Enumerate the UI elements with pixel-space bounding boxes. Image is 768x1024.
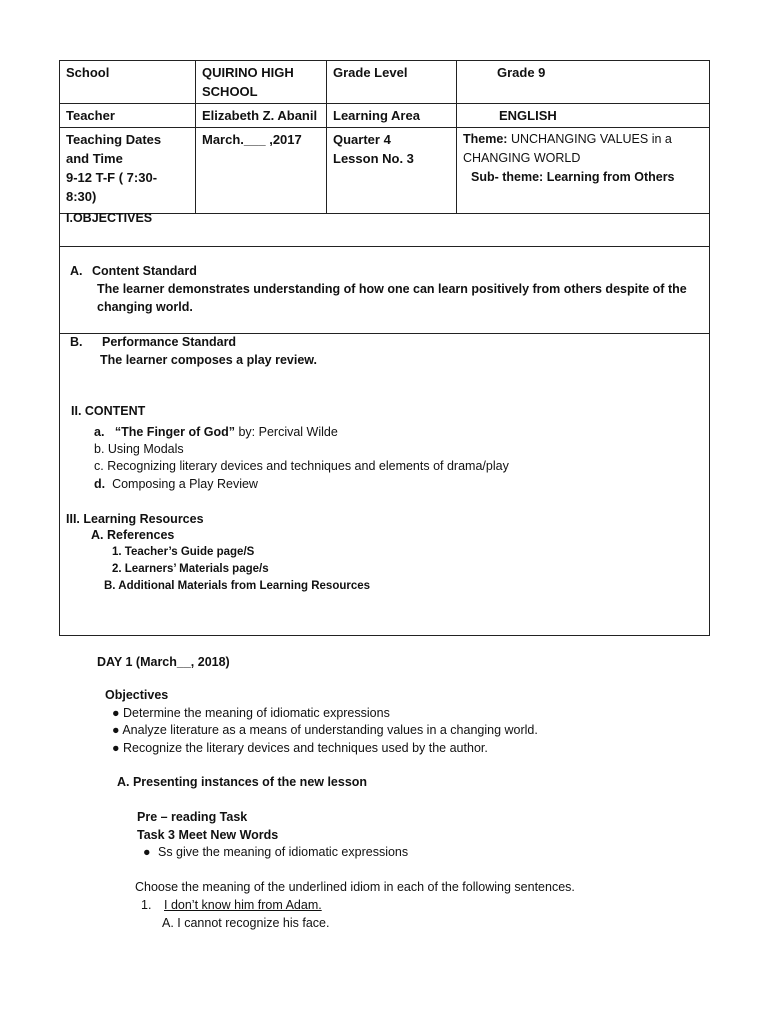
theme-value: UNCHANGING VALUES in a: [510, 132, 672, 146]
day-title: DAY 1 (March__, 2018): [97, 655, 230, 669]
theme-label: Theme:: [463, 132, 508, 146]
performance-standard-title: Performance Standard: [102, 335, 237, 349]
idiom-instruction: Choose the meaning of the underlined idiom in each of the following sentences.: [135, 880, 575, 894]
school-value-line2: SCHOOL: [202, 84, 258, 99]
header-row-dates: [60, 128, 710, 214]
teacher-value: Elizabeth Z. Abanil: [196, 104, 327, 128]
reference-learners-materials: 2. Learners’ Materials page/s: [112, 563, 269, 575]
content-item-d-text: Composing a Play Review: [112, 477, 258, 491]
content-item-a-title: “The Finger of God”: [114, 425, 235, 439]
grade-value-cell: [457, 61, 710, 104]
header-row-school: [60, 61, 710, 104]
resources-additional: B. Additional Materials from Learning Resources: [104, 580, 371, 592]
resources-references: A. References: [91, 528, 175, 542]
day-objective-3: ● Recognize the literary devices and techniques used by the author.: [112, 741, 488, 755]
section-a-heading: A. Presenting instances of the new lesson: [117, 775, 368, 789]
school-value-line1: QUIRINO HIGH: [202, 65, 294, 80]
header-row-teacher: [60, 104, 710, 128]
theme-line1: [463, 130, 703, 149]
pre-reading-task: Pre – reading Task: [137, 810, 248, 824]
task3-bullet-text: Ss give the meaning of idiomatic expressions: [158, 845, 409, 859]
content-item-d-marker: d.: [94, 477, 106, 491]
dates-value: March.___ ,2017: [196, 128, 327, 214]
dates-label-line2: and Time: [66, 151, 123, 166]
grade-value: Grade 9: [497, 65, 546, 80]
day-objective-1: ● Determine the meaning of idiomatic expressions: [112, 706, 390, 720]
content-standard-line1: The learner demonstrates understanding of how one can learn positively from others despite of the: [97, 282, 687, 296]
performance-standard-marker: B.: [70, 335, 83, 349]
dates-label: [60, 128, 196, 214]
theme-cell: [457, 128, 710, 214]
theme-line2: CHANGING WORLD: [463, 151, 581, 165]
dates-label-line3: 9-12 T-F ( 7:30-: [66, 170, 158, 185]
day-objective-2: ● Analyze literature as a means of understanding values in a changing world.: [112, 723, 538, 737]
quarter: Quarter 4: [333, 132, 391, 147]
content-item-a-marker: a.: [94, 425, 105, 439]
content-item-c: c. Recognizing literary devices and techniques and elements of drama/play: [94, 459, 509, 473]
subtheme-value: Learning from Others: [546, 170, 675, 184]
task3-bullet: ●: [143, 845, 151, 859]
reference-teachers-guide: 1. Teacher’s Guide page/S: [112, 546, 255, 558]
question-1-option-a: A. I cannot recognize his face.: [162, 916, 330, 930]
quarter-lesson: [327, 128, 457, 214]
header-table: [59, 60, 710, 214]
area-label: Learning Area: [327, 104, 457, 128]
teacher-label: Teacher: [60, 104, 196, 128]
dates-label-line4: 8:30): [66, 189, 97, 204]
subtheme-line: [463, 168, 703, 187]
lesson-number: Lesson No. 3: [333, 151, 414, 166]
task3-heading: Task 3 Meet New Words: [137, 828, 279, 842]
content-item-d: [94, 476, 258, 493]
grade-label: Grade Level: [327, 61, 457, 104]
question-1-number: 1.: [141, 898, 152, 912]
question-1-idiom: I don’t know him from Adam.: [164, 898, 322, 912]
objectives-box: [59, 208, 710, 247]
area-value-cell: [457, 104, 710, 128]
resources-heading: III. Learning Resources: [66, 512, 204, 526]
performance-standard-text: The learner composes a play review.: [100, 353, 317, 367]
content-item-a: [94, 424, 338, 441]
content-item-b: b. Using Modals: [94, 442, 184, 456]
school-value: [196, 61, 327, 104]
content-standard-line2: changing world.: [97, 300, 193, 314]
content-heading: II. CONTENT: [71, 404, 146, 418]
subtheme-label: Sub- theme:: [471, 170, 544, 184]
school-label: School: [60, 61, 196, 104]
content-item-a-author: by: Percival Wilde: [235, 425, 338, 439]
area-value: ENGLISH: [499, 108, 557, 123]
content-standard-title: Content Standard: [92, 264, 197, 278]
objectives-heading: I.OBJECTIVES: [66, 211, 153, 225]
dates-label-line1: Teaching Dates: [66, 132, 162, 147]
day-objectives-heading: Objectives: [105, 688, 169, 702]
content-standard-marker: A.: [70, 264, 83, 278]
